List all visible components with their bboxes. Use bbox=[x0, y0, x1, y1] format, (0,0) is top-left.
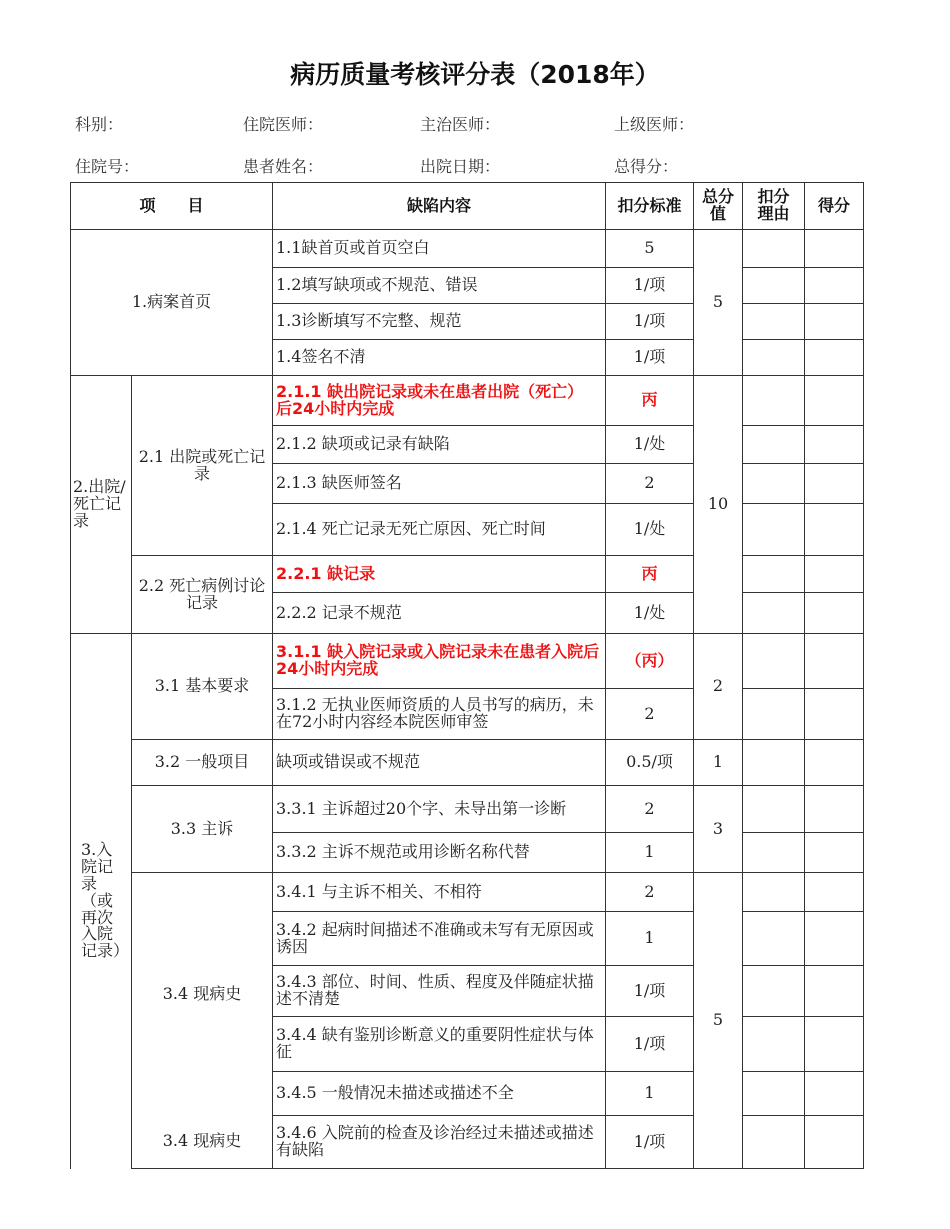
standard-2-2-2: 1/处 bbox=[606, 593, 694, 634]
section-2-label: 2.出院/死亡记录 bbox=[71, 376, 132, 634]
defect-1-2: 1.2填写缺项或不规范、错误 bbox=[273, 268, 606, 304]
defect-3-1-2: 3.1.2 无执业医师资质的人员书写的病历，未在72小时内容经本院医师审签 bbox=[273, 689, 606, 740]
defect-1-3: 1.3诊断填写不完整、规范 bbox=[273, 304, 606, 340]
standard-1-4: 1/项 bbox=[606, 340, 694, 376]
defect-3-4-6: 3.4.6 入院前的检查及诊治经过未描述或描述有缺陷 bbox=[273, 1116, 606, 1169]
reason-cell[interactable] bbox=[743, 833, 805, 873]
subsection-3-3-label: 3.3 主诉 bbox=[132, 786, 273, 873]
defect-2-1-2: 2.1.2 缺项或记录有缺陷 bbox=[273, 426, 606, 464]
info-department: 科别： bbox=[75, 115, 124, 134]
defect-3-4-3: 3.4.3 部位、时间、性质、程度及伴随症状描述不清楚 bbox=[273, 966, 606, 1017]
defect-3-4-4: 3.4.4 缺有鉴别诊断意义的重要阴性症状与体征 bbox=[273, 1017, 606, 1072]
score-table bbox=[70, 182, 864, 1169]
standard-1-2: 1/项 bbox=[606, 268, 694, 304]
total-subsection-3-1: 2 bbox=[694, 634, 743, 740]
score-cell[interactable] bbox=[805, 786, 864, 833]
score-cell[interactable] bbox=[805, 376, 864, 426]
info-patient-name: 患者姓名： bbox=[243, 157, 324, 176]
standard-2-1-3: 2 bbox=[606, 464, 694, 504]
header-standard: 扣分标准 bbox=[606, 183, 694, 230]
info-admission-no: 住院号： bbox=[75, 157, 140, 176]
score-cell[interactable] bbox=[805, 556, 864, 593]
score-cell[interactable] bbox=[805, 634, 864, 689]
reason-cell[interactable] bbox=[743, 786, 805, 833]
score-cell[interactable] bbox=[805, 833, 864, 873]
score-cell[interactable] bbox=[805, 966, 864, 1017]
total-section-1: 5 bbox=[694, 230, 743, 376]
standard-3-4-4: 1/项 bbox=[606, 1017, 694, 1072]
defect-3-4-2: 3.4.2 起病时间描述不准确或未写有无原因或诱因 bbox=[273, 912, 606, 966]
reason-cell[interactable] bbox=[743, 340, 805, 376]
standard-2-1-4: 1/处 bbox=[606, 504, 694, 556]
standard-3-3-1: 2 bbox=[606, 786, 694, 833]
defect-1-4: 1.4签名不清 bbox=[273, 340, 606, 376]
score-cell[interactable] bbox=[805, 504, 864, 556]
reason-cell[interactable] bbox=[743, 304, 805, 340]
total-subsection-3-4: 5 bbox=[694, 873, 743, 1169]
reason-cell[interactable] bbox=[743, 873, 805, 912]
subsection-3-4-label: 3.4 现病史 bbox=[132, 873, 273, 1116]
reason-cell[interactable] bbox=[743, 1017, 805, 1072]
standard-1-3: 1/项 bbox=[606, 304, 694, 340]
defect-2-1-4: 2.1.4 死亡记录无死亡原因、死亡时间 bbox=[273, 504, 606, 556]
standard-3-4-3: 1/项 bbox=[606, 966, 694, 1017]
reason-cell[interactable] bbox=[743, 1116, 805, 1169]
reason-cell[interactable] bbox=[743, 556, 805, 593]
score-cell[interactable] bbox=[805, 740, 864, 786]
reason-cell[interactable] bbox=[743, 634, 805, 689]
score-cell[interactable] bbox=[805, 230, 864, 268]
reason-cell[interactable] bbox=[743, 230, 805, 268]
score-cell[interactable] bbox=[805, 340, 864, 376]
section-1-label: 1.病案首页 bbox=[71, 230, 273, 376]
standard-3-2: 0.5/项 bbox=[606, 740, 694, 786]
score-cell[interactable] bbox=[805, 1072, 864, 1116]
total-subsection-3-2: 1 bbox=[694, 740, 743, 786]
defect-3-4-5: 3.4.5 一般情况未描述或描述不全 bbox=[273, 1072, 606, 1116]
reason-cell[interactable] bbox=[743, 966, 805, 1017]
score-cell[interactable] bbox=[805, 304, 864, 340]
standard-2-1-2: 1/处 bbox=[606, 426, 694, 464]
defect-3-1-1: 3.1.1 缺入院记录或入院记录未在患者入院后24小时内完成 bbox=[273, 634, 606, 689]
defect-2-1-3: 2.1.3 缺医师签名 bbox=[273, 464, 606, 504]
total-subsection-3-3: 3 bbox=[694, 786, 743, 873]
info-discharge-date: 出院日期： bbox=[420, 157, 501, 176]
score-cell[interactable] bbox=[805, 464, 864, 504]
defect-3-3-2: 3.3.2 主诉不规范或用诊断名称代替 bbox=[273, 833, 606, 873]
standard-3-4-1: 2 bbox=[606, 873, 694, 912]
header-defect: 缺陷内容 bbox=[273, 183, 606, 230]
reason-cell[interactable] bbox=[743, 464, 805, 504]
defect-2-2-1: 2.2.1 缺记录 bbox=[273, 556, 606, 593]
defect-2-1-1: 2.1.1 缺出院记录或未在患者出院（死亡） 后24小时内完成 bbox=[273, 376, 606, 426]
standard-3-3-2: 1 bbox=[606, 833, 694, 873]
header-score: 得分 bbox=[805, 183, 864, 230]
score-cell[interactable] bbox=[805, 593, 864, 634]
standard-1-1: 5 bbox=[606, 230, 694, 268]
standard-3-1-1: （丙） bbox=[606, 634, 694, 689]
standard-3-1-2: 2 bbox=[606, 689, 694, 740]
score-cell[interactable] bbox=[805, 426, 864, 464]
standard-3-4-6: 1/项 bbox=[606, 1116, 694, 1169]
defect-2-2-2: 2.2.2 记录不规范 bbox=[273, 593, 606, 634]
score-cell[interactable] bbox=[805, 912, 864, 966]
total-section-2: 10 bbox=[694, 376, 743, 634]
reason-cell[interactable] bbox=[743, 268, 805, 304]
reason-cell[interactable] bbox=[743, 504, 805, 556]
reason-cell[interactable] bbox=[743, 912, 805, 966]
header-total: 总分值 bbox=[694, 183, 743, 230]
subsection-3-4-label-repeat: 3.4 现病史 bbox=[132, 1116, 273, 1169]
defect-3-2: 缺项或错误或不规范 bbox=[273, 740, 606, 786]
reason-cell[interactable] bbox=[743, 1072, 805, 1116]
score-cell[interactable] bbox=[805, 1017, 864, 1072]
reason-cell[interactable] bbox=[743, 593, 805, 634]
subsection-3-1-label: 3.1 基本要求 bbox=[132, 634, 273, 740]
info-senior: 上级医师： bbox=[614, 115, 695, 134]
defect-1-1: 1.1缺首页或首页空白 bbox=[273, 230, 606, 268]
info-attending: 主治医师： bbox=[420, 115, 501, 134]
standard-2-1-1: 丙 bbox=[606, 376, 694, 426]
reason-cell[interactable] bbox=[743, 426, 805, 464]
score-cell[interactable] bbox=[805, 873, 864, 912]
standard-3-4-5: 1 bbox=[606, 1072, 694, 1116]
score-cell[interactable] bbox=[805, 689, 864, 740]
score-cell[interactable] bbox=[805, 268, 864, 304]
header-reason: 扣分理由 bbox=[743, 183, 805, 230]
info-total-score: 总得分： bbox=[614, 157, 679, 176]
subsection-2-2-label: 2.2 死亡病例讨论记录 bbox=[132, 556, 273, 634]
subsection-2-1-label: 2.1 出院或死亡记录 bbox=[132, 376, 273, 556]
standard-3-4-2: 1 bbox=[606, 912, 694, 966]
defect-3-3-1: 3.3.1 主诉超过20个字、未导出第一诊断 bbox=[273, 786, 606, 833]
reason-cell[interactable] bbox=[743, 740, 805, 786]
header-item: 项 目 bbox=[71, 183, 273, 230]
subsection-3-2-label: 3.2 一般项目 bbox=[132, 740, 273, 786]
page-title: 病历质量考核评分表（2018年） bbox=[290, 60, 660, 89]
standard-2-2-1: 丙 bbox=[606, 556, 694, 593]
section-3-label: 3.入院记录（或再次入院记录） bbox=[71, 634, 132, 1169]
score-cell[interactable] bbox=[805, 1116, 864, 1169]
defect-3-4-1: 3.4.1 与主诉不相关、不相符 bbox=[273, 873, 606, 912]
reason-cell[interactable] bbox=[743, 689, 805, 740]
reason-cell[interactable] bbox=[743, 376, 805, 426]
info-resident: 住院医师： bbox=[243, 115, 324, 134]
